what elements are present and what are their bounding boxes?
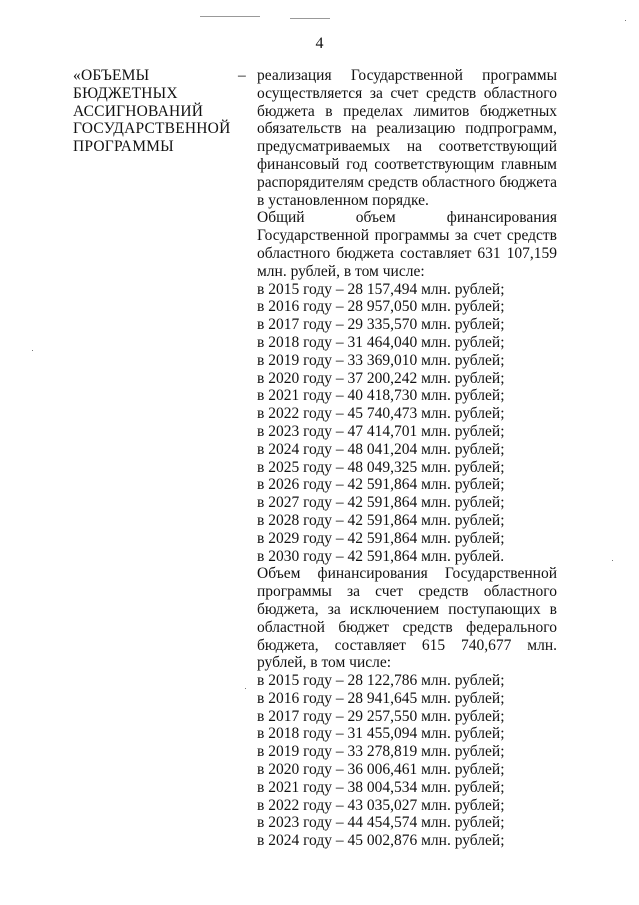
scan-artifact [290, 18, 330, 19]
list-item: в 2026 году – 42 591,864 млн. рублей; [257, 476, 505, 494]
list-item: в 2024 году – 48 041,204 млн. рублей; [257, 440, 505, 458]
list-item: в 2023 году – 47 414,701 млн. рублей; [257, 422, 505, 440]
list-item: в 2021 году – 40 418,730 млн. рублей; [257, 387, 505, 405]
heading-line: ПРОГРАММЫ [73, 138, 174, 156]
list-item: в 2019 году – 33 369,010 млн. рублей; [257, 351, 505, 369]
regional-funding-by-year-list [257, 672, 557, 850]
list-item: в 2018 году – 31 455,094 млн. рублей; [257, 725, 505, 743]
scan-artifact [625, 20, 626, 21]
implementation-paragraph: реализация Государственной программы осуществляется за счет средств областного бюджета в пределах лимитов бюджетных обязательств на реализацию подпрограмм, предусматриваемых на соответствующий финансовый год соответствующим главным распорядителям средств областного бюджета в установленном порядке. [257, 67, 557, 209]
funding-by-year-list [257, 281, 557, 566]
list-item: в 2019 году – 33 278,819 млн. рублей; [257, 743, 505, 761]
scan-artifact [245, 688, 246, 689]
scan-artifact [612, 560, 613, 561]
heading-line: АССИГНОВАНИЙ [73, 102, 204, 120]
section-heading [73, 67, 243, 156]
section-content [257, 67, 557, 850]
list-item: в 2015 году – 28 157,494 млн. рублей; [257, 280, 505, 298]
list-item: в 2017 году – 29 257,550 млн. рублей; [257, 707, 505, 725]
list-item: в 2025 году – 48 049,325 млн. рублей; [257, 458, 505, 476]
heading-line: БЮДЖЕТНЫХ [73, 84, 178, 102]
page-number: 4 [315, 35, 324, 52]
heading-line: ГОСУДАРСТВЕННОЙ [73, 120, 231, 138]
regional-funding-paragraph: Объем финансирования Государственной программы за счет средств областного бюджета, за исключением поступающих в областной бюджет средств федерального бюджета, составляет 615 740,677 млн. рублей, в том числе: [257, 565, 557, 672]
scan-artifact [200, 16, 260, 17]
separator-dash: – [238, 67, 246, 84]
list-item: в 2016 году – 28 957,050 млн. рублей; [257, 298, 505, 316]
scan-artifact [32, 350, 33, 351]
total-funding-paragraph: Общий объем финансирования Государственной программы за счет средств областного бюджета составляет 631 107,159 млн. рублей, в том числе: [257, 209, 557, 280]
list-item: в 2024 году – 45 002,876 млн. рублей; [257, 832, 505, 850]
list-item: в 2015 году – 28 122,786 млн. рублей; [257, 672, 505, 690]
list-item: в 2023 году – 44 454,574 млн. рублей; [257, 814, 505, 832]
list-item: в 2020 году – 36 006,461 млн. рублей; [257, 761, 505, 779]
heading-line: «ОБЪЕМЫ [73, 67, 150, 84]
list-item: в 2022 году – 43 035,027 млн. рублей; [257, 796, 505, 814]
list-item: в 2018 году – 31 464,040 млн. рублей; [257, 333, 505, 351]
list-item: в 2021 году – 38 004,534 млн. рублей; [257, 778, 505, 796]
list-item: в 2017 году – 29 335,570 млн. рублей; [257, 316, 505, 334]
list-item: в 2020 году – 37 200,242 млн. рублей; [257, 369, 505, 387]
list-item: в 2027 году – 42 591,864 млн. рублей; [257, 494, 505, 512]
list-item: в 2028 году – 42 591,864 млн. рублей; [257, 511, 505, 529]
list-item: в 2016 году – 28 941,645 млн. рублей; [257, 689, 505, 707]
list-item: в 2029 году – 42 591,864 млн. рублей; [257, 529, 505, 547]
list-item: в 2022 году – 45 740,473 млн. рублей; [257, 405, 505, 423]
list-item: в 2030 году – 42 591,864 млн. рублей. [257, 547, 505, 565]
